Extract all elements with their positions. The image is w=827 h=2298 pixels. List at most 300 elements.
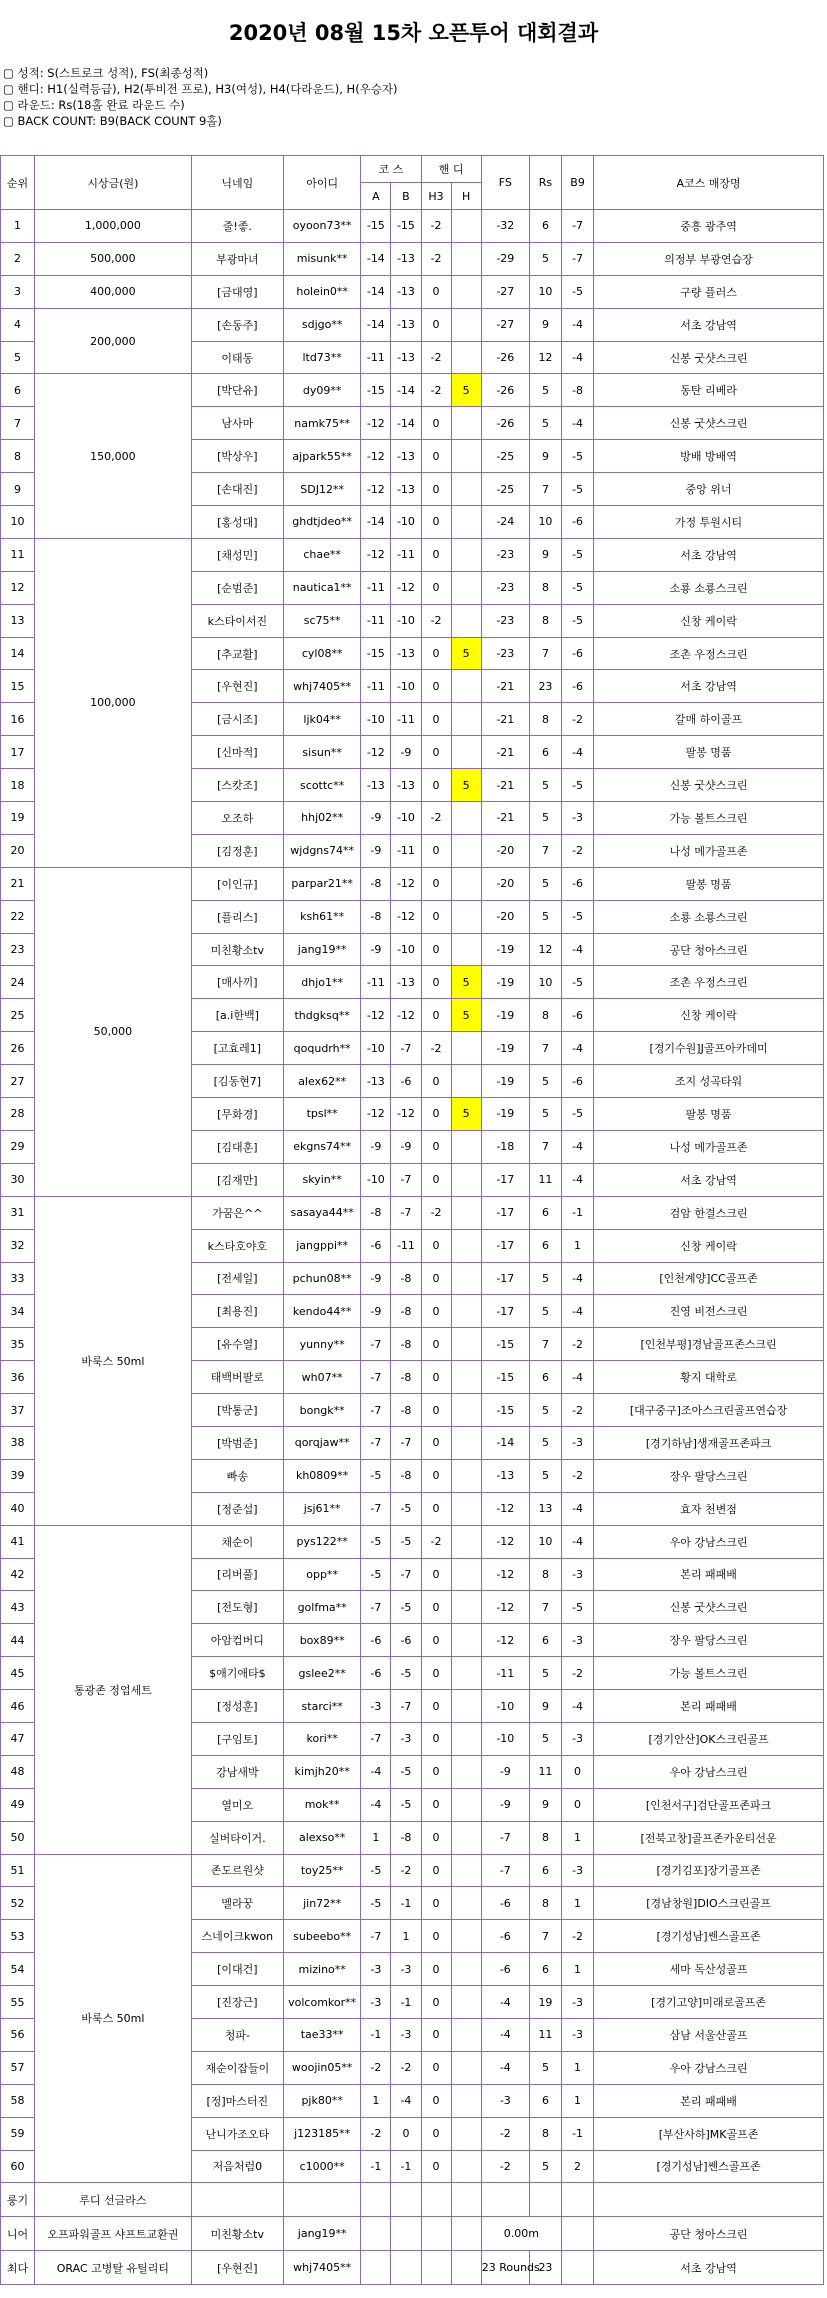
cell-rank: 6 — [1, 374, 35, 407]
cell-rank: 21 — [1, 867, 35, 900]
cell-rank: 13 — [1, 604, 35, 637]
cell-h — [451, 1887, 481, 1920]
cell-id: namk75** — [284, 407, 361, 440]
cell-nickname: [김동현7] — [191, 1065, 283, 1098]
cell-h3: 0 — [421, 1394, 451, 1427]
cell-rs: 10 — [529, 506, 561, 539]
cell-h — [451, 1788, 481, 1821]
cell-rs: 8 — [529, 1821, 561, 1854]
cell-nickname: [김재만] — [191, 1163, 283, 1196]
cell-rs: 10 — [529, 966, 561, 999]
cell-a: -12 — [361, 407, 391, 440]
cell-h3: 0 — [421, 308, 451, 341]
cell-h3: 0 — [421, 1690, 451, 1723]
cell-b: -13 — [391, 637, 421, 670]
cell-a: -9 — [361, 834, 391, 867]
cell-id: nautica1** — [284, 571, 361, 604]
cell-b: -5 — [391, 1525, 421, 1558]
cell-store: 우아 강남스크린 — [594, 1755, 824, 1788]
cell-nickname: [금대영] — [191, 275, 283, 308]
cell-store: 우아 강남스크린 — [594, 2051, 824, 2084]
cell-h — [451, 2018, 481, 2051]
cell-a: -8 — [361, 1196, 391, 1229]
results-table — [0, 155, 824, 2285]
cell-h3: -2 — [421, 1525, 451, 1558]
cell-a: -4 — [361, 1788, 391, 1821]
cell-rs: 7 — [529, 1032, 561, 1065]
cell-h — [451, 1657, 481, 1690]
cell-h — [451, 1755, 481, 1788]
cell-h — [451, 1032, 481, 1065]
cell-fs: -15 — [481, 1394, 529, 1427]
cell-h — [451, 1492, 481, 1525]
cell-id: thdgksq** — [284, 999, 361, 1032]
table-row — [1, 1854, 824, 1887]
cell-b: -7 — [391, 1426, 421, 1459]
cell-id: SDJ12** — [284, 473, 361, 506]
cell-h — [451, 1821, 481, 1854]
cell-fs: -27 — [481, 308, 529, 341]
cell-a: -9 — [361, 933, 391, 966]
cell-store: 진영 비전스크린 — [594, 1295, 824, 1328]
cell-a: -14 — [361, 242, 391, 275]
cell-rank: 37 — [1, 1394, 35, 1427]
cell-id: c1000** — [284, 2150, 361, 2183]
cell-rank: 10 — [1, 506, 35, 539]
cell-rs: 8 — [529, 999, 561, 1032]
cell-h — [451, 1591, 481, 1624]
cell-b9: -4 — [562, 1262, 594, 1295]
cell-b: -5 — [391, 1591, 421, 1624]
cell-id: jangppi** — [284, 1229, 361, 1262]
cell-nickname: 이태동 — [191, 341, 283, 374]
cell-id: hhj02** — [284, 802, 361, 835]
cell-nickname: [리버풀] — [191, 1558, 283, 1591]
cell-fs: -17 — [481, 1262, 529, 1295]
cell-rank: 28 — [1, 1098, 35, 1131]
cell-b9: 0 — [562, 1788, 594, 1821]
cell-store: 조촌 우정스크린 — [594, 637, 824, 670]
cell-id: mok** — [284, 1788, 361, 1821]
cell-store: [인천계양]CC골프존 — [594, 1262, 824, 1295]
cell-b9: -4 — [562, 407, 594, 440]
cell-h — [451, 604, 481, 637]
cell-a: -8 — [361, 867, 391, 900]
cell-fs: -4 — [481, 2018, 529, 2051]
cell-a: -9 — [361, 1295, 391, 1328]
cell-nickname: [김대훈] — [191, 1130, 283, 1163]
cell-b: -5 — [391, 1492, 421, 1525]
cell-b9: -5 — [562, 966, 594, 999]
cell-h: 5 — [451, 374, 481, 407]
cell-nickname: [이인규] — [191, 867, 283, 900]
cell-rank: 32 — [1, 1229, 35, 1262]
cell-rs: 6 — [529, 210, 561, 243]
cell-b9: -4 — [562, 1361, 594, 1394]
cell-h: 5 — [451, 769, 481, 802]
cell-b: -10 — [391, 933, 421, 966]
cell-id: jang19** — [284, 933, 361, 966]
cell-b9: -4 — [562, 1690, 594, 1723]
cell-nickname: [손동주] — [191, 308, 283, 341]
cell-h3: 0 — [421, 440, 451, 473]
cell-nickname: [손대진] — [191, 473, 283, 506]
cell-a: -4 — [361, 1755, 391, 1788]
cell-h3: 0 — [421, 1854, 451, 1887]
cell-h — [451, 1361, 481, 1394]
cell-rs: 7 — [529, 1328, 561, 1361]
cell-b: -5 — [391, 1657, 421, 1690]
cell-h3: 0 — [421, 834, 451, 867]
cell-rank: 16 — [1, 703, 35, 736]
cell-rs: 6 — [529, 1229, 561, 1262]
cell-id: qorqjaw** — [284, 1426, 361, 1459]
cell-store: [경기수원]J골프아카데미 — [594, 1032, 824, 1065]
cell-store: 중앙 위너 — [594, 473, 824, 506]
cell-rs: 12 — [529, 933, 561, 966]
cell-h — [451, 1525, 481, 1558]
award-nickname: [우현진] — [191, 2251, 283, 2285]
cell-id: kimjh20** — [284, 1755, 361, 1788]
cell-h — [451, 867, 481, 900]
cell-store: 신봉 굿샷스크린 — [594, 407, 824, 440]
cell-rs: 5 — [529, 1722, 561, 1755]
cell-h3: 0 — [421, 999, 451, 1032]
cell-fs: -17 — [481, 1163, 529, 1196]
header-course: 코 스 — [361, 156, 421, 183]
cell-id: ltd73** — [284, 341, 361, 374]
cell-b9: -4 — [562, 1032, 594, 1065]
cell-b9: -6 — [562, 637, 594, 670]
cell-b: -12 — [391, 867, 421, 900]
legend-handicap: ▢ 핸디: H1(실력등급), H2(투비전 프로), H3(여성), H4(다라운드), H(우승자) — [3, 82, 398, 96]
results-body — [1, 210, 824, 2183]
cell-h3: 0 — [421, 538, 451, 571]
cell-b: -1 — [391, 1986, 421, 2019]
cell-h3: 0 — [421, 966, 451, 999]
cell-a: -14 — [361, 275, 391, 308]
cell-nickname: [매사끼] — [191, 966, 283, 999]
cell-id: alex62** — [284, 1065, 361, 1098]
cell-h3: 0 — [421, 1163, 451, 1196]
cell-b: -10 — [391, 506, 421, 539]
cell-id: golfma** — [284, 1591, 361, 1624]
cell-fs: -20 — [481, 900, 529, 933]
cell-nickname: 빠송 — [191, 1459, 283, 1492]
cell-h3: 0 — [421, 1920, 451, 1953]
cell-store: 본리 패패배 — [594, 1690, 824, 1723]
cell-a: -8 — [361, 900, 391, 933]
cell-b9: -2 — [562, 1394, 594, 1427]
cell-b: -11 — [391, 538, 421, 571]
cell-nickname: [채성민] — [191, 538, 283, 571]
cell-fs: -19 — [481, 933, 529, 966]
table-row — [1, 242, 824, 275]
cell-fs: -21 — [481, 703, 529, 736]
cell-fs: -10 — [481, 1722, 529, 1755]
cell-store: [대구중구]조아스크린골프연습장 — [594, 1394, 824, 1427]
cell-store: 신창 케이락 — [594, 999, 824, 1032]
header-handi: 핸 디 — [421, 156, 481, 183]
cell-h3: 0 — [421, 506, 451, 539]
cell-b: -3 — [391, 1953, 421, 1986]
cell-id: j123185** — [284, 2117, 361, 2150]
cell-b: -13 — [391, 473, 421, 506]
cell-a: -3 — [361, 1986, 391, 2019]
cell-rs: 9 — [529, 1690, 561, 1723]
cell-rs: 6 — [529, 736, 561, 769]
cell-id: woojin05** — [284, 2051, 361, 2084]
cell-fs: -9 — [481, 1755, 529, 1788]
cell-h3: 0 — [421, 1361, 451, 1394]
cell-h3: -2 — [421, 341, 451, 374]
cell-nickname: 존도르원샷 — [191, 1854, 283, 1887]
cell-h: 5 — [451, 637, 481, 670]
cell-id: pjk80** — [284, 2084, 361, 2117]
cell-fs: -19 — [481, 1098, 529, 1131]
cell-id: tae33** — [284, 2018, 361, 2051]
cell-nickname: 강남새박 — [191, 1755, 283, 1788]
cell-rs: 5 — [529, 1426, 561, 1459]
cell-nickname: 청파- — [191, 2018, 283, 2051]
cell-a: -5 — [361, 1558, 391, 1591]
cell-id: dy09** — [284, 374, 361, 407]
cell-rank: 51 — [1, 1854, 35, 1887]
award-id: whj7405** — [284, 2251, 361, 2285]
cell-rank: 38 — [1, 1426, 35, 1459]
cell-id: ekgns74** — [284, 1130, 361, 1163]
cell-b9: -7 — [562, 210, 594, 243]
cell-nickname: 채순이 — [191, 1525, 283, 1558]
cell-rs: 5 — [529, 769, 561, 802]
cell-h3: 0 — [421, 1492, 451, 1525]
cell-h — [451, 670, 481, 703]
award-id: jang19** — [284, 2217, 361, 2251]
cell-id: box89** — [284, 1624, 361, 1657]
cell-rank: 1 — [1, 210, 35, 243]
cell-rs: 19 — [529, 1986, 561, 2019]
cell-a: -5 — [361, 1887, 391, 1920]
cell-rank: 41 — [1, 1525, 35, 1558]
header-prize: 시상금(원) — [35, 156, 192, 210]
cell-nickname: [추교활] — [191, 637, 283, 670]
award-prize: ORAC 고병탈 유틸리티 — [35, 2251, 192, 2285]
cell-fs: -19 — [481, 1032, 529, 1065]
cell-h — [451, 1459, 481, 1492]
cell-store: 서초 강남역 — [594, 308, 824, 341]
cell-store: 황지 대학로 — [594, 1361, 824, 1394]
cell-h — [451, 2051, 481, 2084]
cell-rank: 23 — [1, 933, 35, 966]
cell-h — [451, 1328, 481, 1361]
cell-h3: 0 — [421, 703, 451, 736]
award-label: 니어 — [1, 2217, 35, 2251]
cell-b9: -6 — [562, 506, 594, 539]
cell-rs: 11 — [529, 1163, 561, 1196]
cell-rank: 33 — [1, 1262, 35, 1295]
cell-nickname: 열미오 — [191, 1788, 283, 1821]
cell-id: scottc** — [284, 769, 361, 802]
cell-a: -11 — [361, 670, 391, 703]
cell-rank: 30 — [1, 1163, 35, 1196]
cell-a: -7 — [361, 1591, 391, 1624]
cell-prize: 100,000 — [35, 538, 192, 867]
cell-prize: 바룩스 50ml — [35, 1196, 192, 1525]
cell-b: -11 — [391, 1229, 421, 1262]
cell-h — [451, 2117, 481, 2150]
cell-rank: 36 — [1, 1361, 35, 1394]
cell-b9: -4 — [562, 1130, 594, 1163]
cell-h — [451, 1722, 481, 1755]
cell-rank: 58 — [1, 2084, 35, 2117]
cell-rs: 7 — [529, 834, 561, 867]
cell-store: [부산사하]MK골프존 — [594, 2117, 824, 2150]
cell-id: pchun08** — [284, 1262, 361, 1295]
cell-rs: 11 — [529, 1755, 561, 1788]
cell-b9: -4 — [562, 736, 594, 769]
cell-a: -10 — [361, 1032, 391, 1065]
cell-b: -13 — [391, 275, 421, 308]
cell-fs: -20 — [481, 834, 529, 867]
cell-h3: 0 — [421, 2150, 451, 2183]
cell-nickname: [금시조] — [191, 703, 283, 736]
cell-b: -13 — [391, 308, 421, 341]
cell-fs: -29 — [481, 242, 529, 275]
cell-h — [451, 1394, 481, 1427]
cell-b9: -3 — [562, 1986, 594, 2019]
cell-rank: 50 — [1, 1821, 35, 1854]
cell-a: -9 — [361, 1262, 391, 1295]
table-row — [1, 275, 824, 308]
cell-rs: 7 — [529, 637, 561, 670]
table-row — [1, 1196, 824, 1229]
cell-rank: 26 — [1, 1032, 35, 1065]
cell-nickname: [플리스] — [191, 900, 283, 933]
cell-h3: -2 — [421, 242, 451, 275]
cell-fs: -12 — [481, 1624, 529, 1657]
cell-b: -7 — [391, 1558, 421, 1591]
cell-nickname: [김정훈] — [191, 834, 283, 867]
cell-fs: -7 — [481, 1854, 529, 1887]
cell-rs: 5 — [529, 1459, 561, 1492]
cell-fs: -23 — [481, 571, 529, 604]
cell-store: 서초 강남역 — [594, 670, 824, 703]
cell-store: [경기성남]쎈스골프존 — [594, 2150, 824, 2183]
award-label: 룽기 — [1, 2183, 35, 2217]
cell-b: -9 — [391, 736, 421, 769]
cell-b: -11 — [391, 834, 421, 867]
table-row — [1, 210, 824, 243]
cell-b: -13 — [391, 966, 421, 999]
cell-b: -6 — [391, 1065, 421, 1098]
cell-store: [인천부평]경남골프존스크린 — [594, 1328, 824, 1361]
cell-store: 삼남 서울산골프 — [594, 2018, 824, 2051]
cell-store: 장우 팔당스크린 — [594, 1624, 824, 1657]
cell-store: 가능 볼트스크린 — [594, 1657, 824, 1690]
cell-fs: -32 — [481, 210, 529, 243]
cell-b9: -6 — [562, 999, 594, 1032]
cell-h3: 0 — [421, 670, 451, 703]
cell-b: -12 — [391, 571, 421, 604]
cell-nickname: 재순이잡들이 — [191, 2051, 283, 2084]
cell-h — [451, 407, 481, 440]
cell-fs: -17 — [481, 1196, 529, 1229]
cell-rank: 42 — [1, 1558, 35, 1591]
cell-prize: 150,000 — [35, 374, 192, 538]
cell-b9: -3 — [562, 802, 594, 835]
cell-b: -13 — [391, 341, 421, 374]
cell-id: chae** — [284, 538, 361, 571]
table-row — [1, 538, 824, 571]
cell-b: -14 — [391, 374, 421, 407]
cell-b: -7 — [391, 1163, 421, 1196]
cell-id: qoqudrh** — [284, 1032, 361, 1065]
cell-a: 1 — [361, 2084, 391, 2117]
header-rs: Rs — [529, 156, 561, 210]
cell-store: 검암 한결스크린 — [594, 1196, 824, 1229]
cell-fs: -7 — [481, 1821, 529, 1854]
cell-store: 나성 메가골프존 — [594, 834, 824, 867]
cell-rs: 6 — [529, 1624, 561, 1657]
cell-a: -7 — [361, 1328, 391, 1361]
cell-id: sc75** — [284, 604, 361, 637]
cell-nickname: k스타호야호 — [191, 1229, 283, 1262]
cell-h3: -2 — [421, 604, 451, 637]
cell-b9: -3 — [562, 1558, 594, 1591]
award-prize: 오프파워골프 샤프트교환권 — [35, 2217, 192, 2251]
cell-rank: 31 — [1, 1196, 35, 1229]
cell-rs: 5 — [529, 407, 561, 440]
cell-store: 서초 강남역 — [594, 1163, 824, 1196]
cell-h: 5 — [451, 966, 481, 999]
cell-nickname: [신마적] — [191, 736, 283, 769]
cell-b: -10 — [391, 604, 421, 637]
cell-id: starci** — [284, 1690, 361, 1723]
table-row — [1, 1525, 824, 1558]
cell-nickname: [전세일] — [191, 1262, 283, 1295]
cell-fs: -15 — [481, 1328, 529, 1361]
cell-h — [451, 473, 481, 506]
cell-store: 갈매 하이골프 — [594, 703, 824, 736]
cell-nickname: 태백버팔로 — [191, 1361, 283, 1394]
legend-score: ▢ 성적: S(스트로크 성적), FS(최종성적) — [3, 66, 209, 80]
cell-prize: 통광존 정업세트 — [35, 1525, 192, 1854]
cell-a: -15 — [361, 374, 391, 407]
cell-h3: 0 — [421, 2084, 451, 2117]
cell-h — [451, 538, 481, 571]
cell-id: kh0809** — [284, 1459, 361, 1492]
cell-fs: -19 — [481, 966, 529, 999]
cell-rs: 10 — [529, 275, 561, 308]
cell-b9: -6 — [562, 670, 594, 703]
cell-b: -8 — [391, 1361, 421, 1394]
cell-b9: 1 — [562, 1887, 594, 1920]
cell-rs: 7 — [529, 1130, 561, 1163]
cell-id: ajpark55** — [284, 440, 361, 473]
cell-rank: 49 — [1, 1788, 35, 1821]
cell-id: dhjo1** — [284, 966, 361, 999]
cell-rank: 48 — [1, 1755, 35, 1788]
cell-h3: 0 — [421, 2117, 451, 2150]
cell-b: -9 — [391, 1130, 421, 1163]
cell-b9: -3 — [562, 1854, 594, 1887]
cell-rs: 23 — [529, 670, 561, 703]
cell-store: 방배 방배역 — [594, 440, 824, 473]
cell-a: -12 — [361, 440, 391, 473]
cell-b: -8 — [391, 1295, 421, 1328]
cell-h — [451, 1426, 481, 1459]
cell-b: -6 — [391, 1624, 421, 1657]
